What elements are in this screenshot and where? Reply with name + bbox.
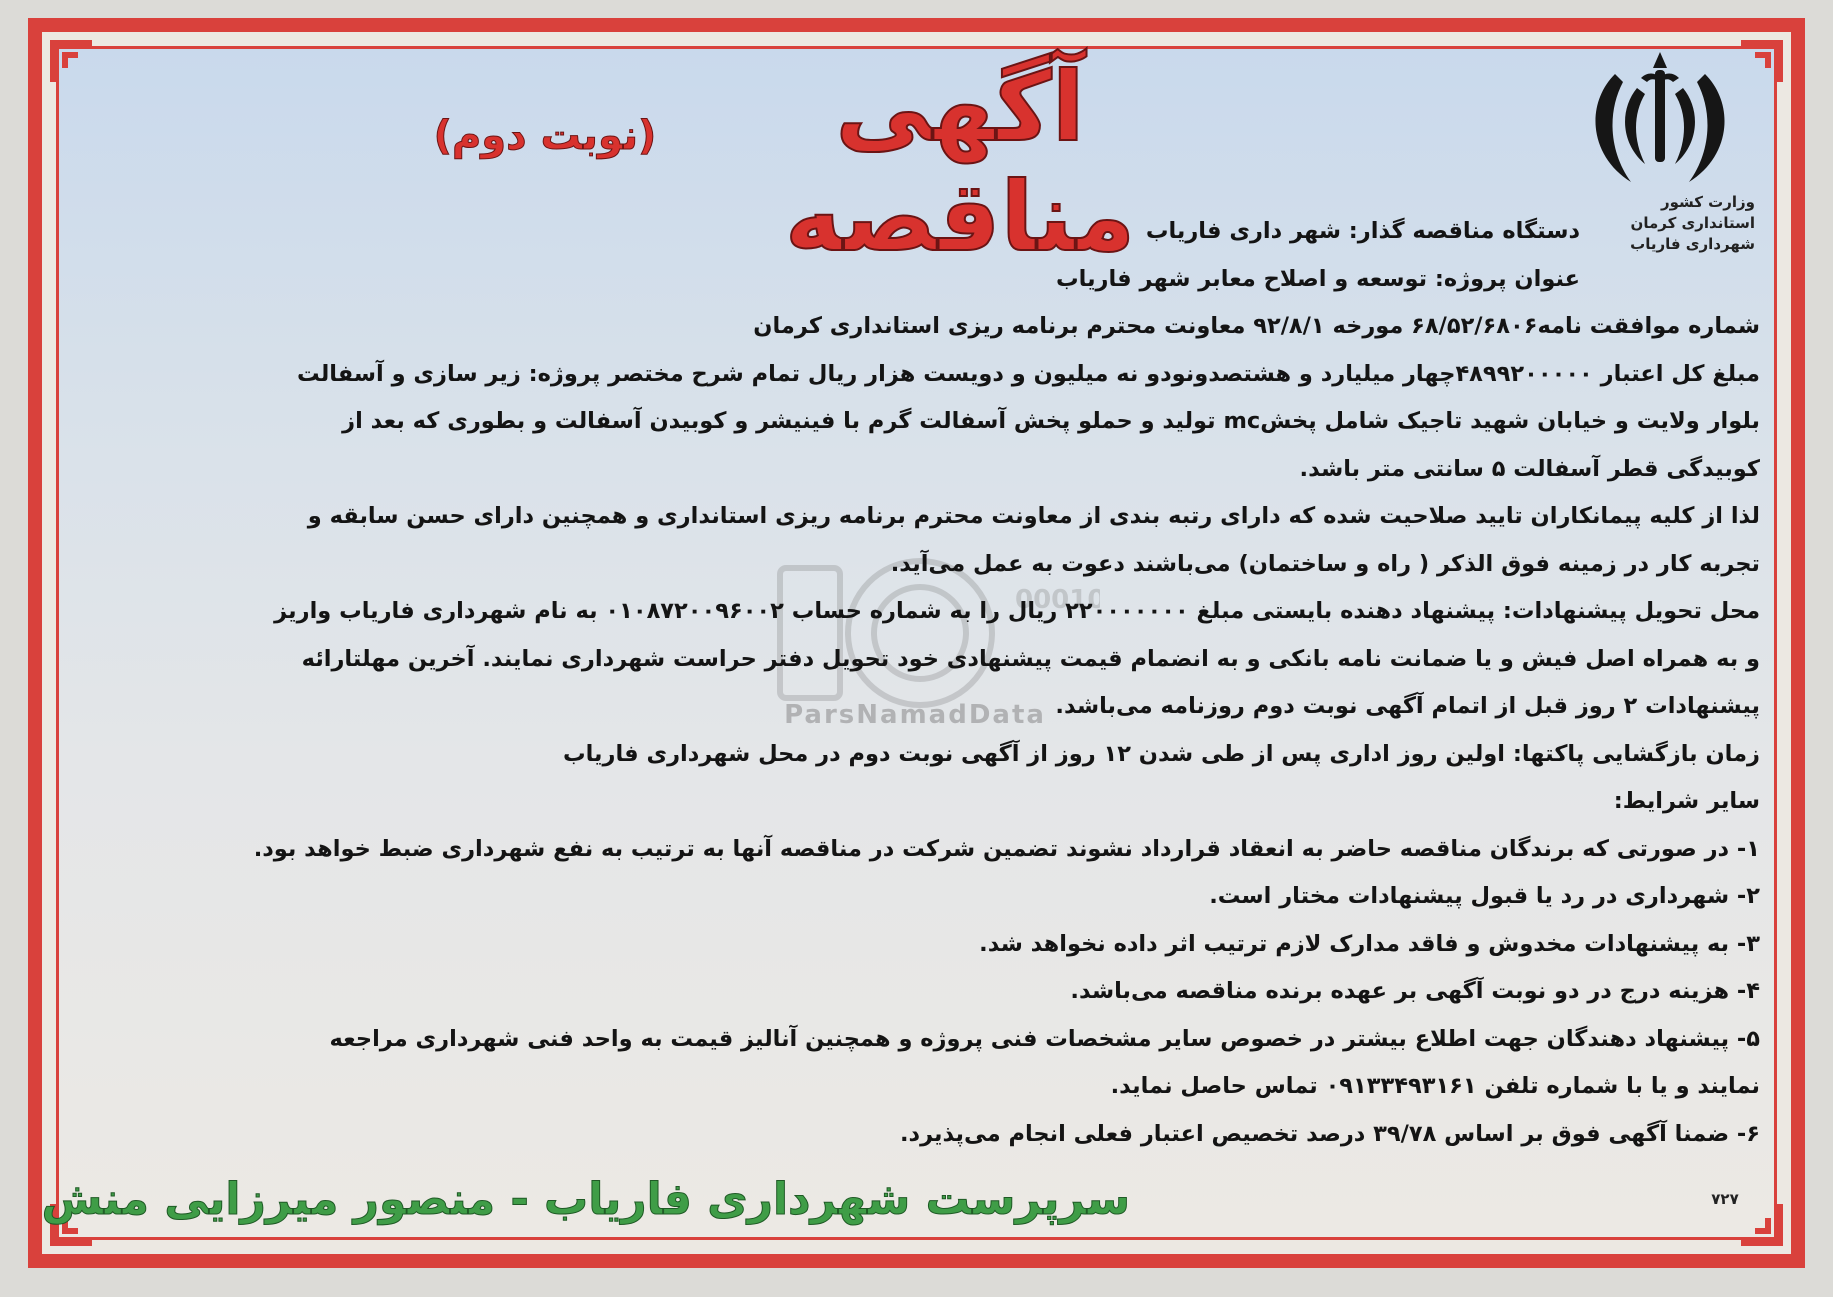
- signature-line: سرپرست شهرداری فاریاب - منصور میرزایی منش: [41, 1174, 1130, 1225]
- condition-item-5: ۵- پیشنهاد دهندگان جهت اطلاع بیشتر در خصوص سایر مشخصات فنی پروژه و همچنین آنالیز قیمت به واحد فنی شهرداری مراجعه: [329, 1025, 1760, 1052]
- org-ministry: وزارت کشور: [1660, 193, 1755, 211]
- corner-ornament-icon: [48, 38, 94, 84]
- body-line-project-title: عنوان پروژه: توسعه و اصلاح معابر شهر فاریاب: [1056, 265, 1580, 292]
- body-line-deadline: پیشنهادات ۲ روز قبل از اتمام آگهی نوبت دوم روزنامه می‌باشد.: [1055, 693, 1760, 719]
- condition-item-3: ۳- به پیشنهادات مخدوش و فاقد مدارک لازم ترتیب اثر داده نخواهد شد.: [979, 930, 1760, 957]
- body-line-guarantee: و به همراه اصل فیش و یا ضمانت نامه بانکی و به انضمام قیمت پیشنهادی خود تحویل دفتر حراست شهرداری نمایند. آخرین مهلتارائه: [301, 645, 1760, 672]
- body-line-experience: تجربه کار در زمینه فوق الذکر ( راه و ساختمان) می‌باشند دعوت به عمل می‌آید.: [890, 550, 1760, 577]
- corner-ornament-icon: [1739, 1202, 1785, 1248]
- corner-ornament-icon: [1739, 38, 1785, 84]
- body-line-budget: مبلغ کل اعتبار ۴۸۹۹۲۰۰۰۰۰چهار میلیارد و هشتصدونودو نه میلیون و دویست هزار ریال تمام شرح مختصر پروژه: زیر سازی و آسفالت: [297, 360, 1760, 387]
- condition-item-2: ۲- شهرداری در رد یا قبول پیشنهادات مختار است.: [1209, 883, 1760, 909]
- iran-emblem-icon: [1575, 48, 1745, 188]
- org-municipality: شهرداری فاریاب: [1630, 235, 1755, 253]
- condition-item-1: ۱- در صورتی که برندگان مناقصه حاضر به انعقاد قرارداد نشوند تضمین شرکت در مناقصه آنها به ترتیب به نفع شهرداری ضبط خواهد بود.: [253, 835, 1760, 862]
- body-line-asphalt: کوبیدگی قطر آسفالت ۵ سانتی متر باشد.: [1299, 455, 1760, 482]
- notice-title: آگهی مناقصه: [784, 51, 1136, 273]
- page-number: ۷۲۷: [1711, 1190, 1739, 1208]
- condition-item-4: ۴- هزینه درج در دو نوبت آگهی بر عهده برنده مناقصه می‌باشد.: [1070, 978, 1760, 1004]
- body-line-delivery: محل تحویل پیشنهادات: پیشنهاد دهنده بایستی مبلغ ۲۲۰۰۰۰۰۰۰ ریال را به شماره حساب ۰۱۰۸۷۲۰۰۹۶۰۰۲ به نام شهرداری فاریاب واریز: [274, 598, 1760, 624]
- org-governorate: استانداری کرمان: [1630, 214, 1755, 232]
- body-line-tenderer: دستگاه مناقصه گذار: شهر داری فاریاب: [1145, 218, 1580, 244]
- notice-body: [80, 208, 1760, 1158]
- watermark-digits: 00010: [1015, 585, 1100, 615]
- condition-item-5-cont: نمایند و یا با شماره تلفن ۰۹۱۳۳۴۹۳۱۶۱ تماس حاصل نماید.: [1110, 1073, 1760, 1099]
- notice-subtitle: (نوبت دوم): [433, 113, 657, 159]
- body-line-agreement: شماره موافقت نامه۶۸/۵۲/۶۸۰۶ مورخه ۹۲/۸/۱ معاونت محترم برنامه ریزی استانداری کرمان: [753, 313, 1760, 339]
- condition-item-6: ۶- ضمنا آگهی فوق بر اساس ۳۹/۷۸ درصد تخصیص اعتبار فعلی انجام می‌پذیرد.: [899, 1120, 1760, 1147]
- body-line-opening: زمان بازگشایی پاکتها: اولین روز اداری پس از طی شدن ۱۲ روز از آگهی نوبت دوم در محل شهرداری فاریاب: [562, 740, 1760, 767]
- body-line-invitation: لذا از کلیه پیمانکاران تایید صلاحیت شده که دارای رتبه بندی از معاونت محترم برنامه ریزی استانداری و همچنین دارای حسن سابقه و: [307, 503, 1760, 529]
- watermark-text: ParsNamadData: [784, 700, 1046, 730]
- body-line-project-desc: بلوار ولایت و خیابان شهید تاجیک شامل پخشmc تولید و حملو پخش آسفالت گرم با فینیشر و کوبیدن آسفالت و بطوری که بعد از: [342, 408, 1760, 434]
- body-line-conditions-heading: سایر شرایط:: [1613, 788, 1760, 814]
